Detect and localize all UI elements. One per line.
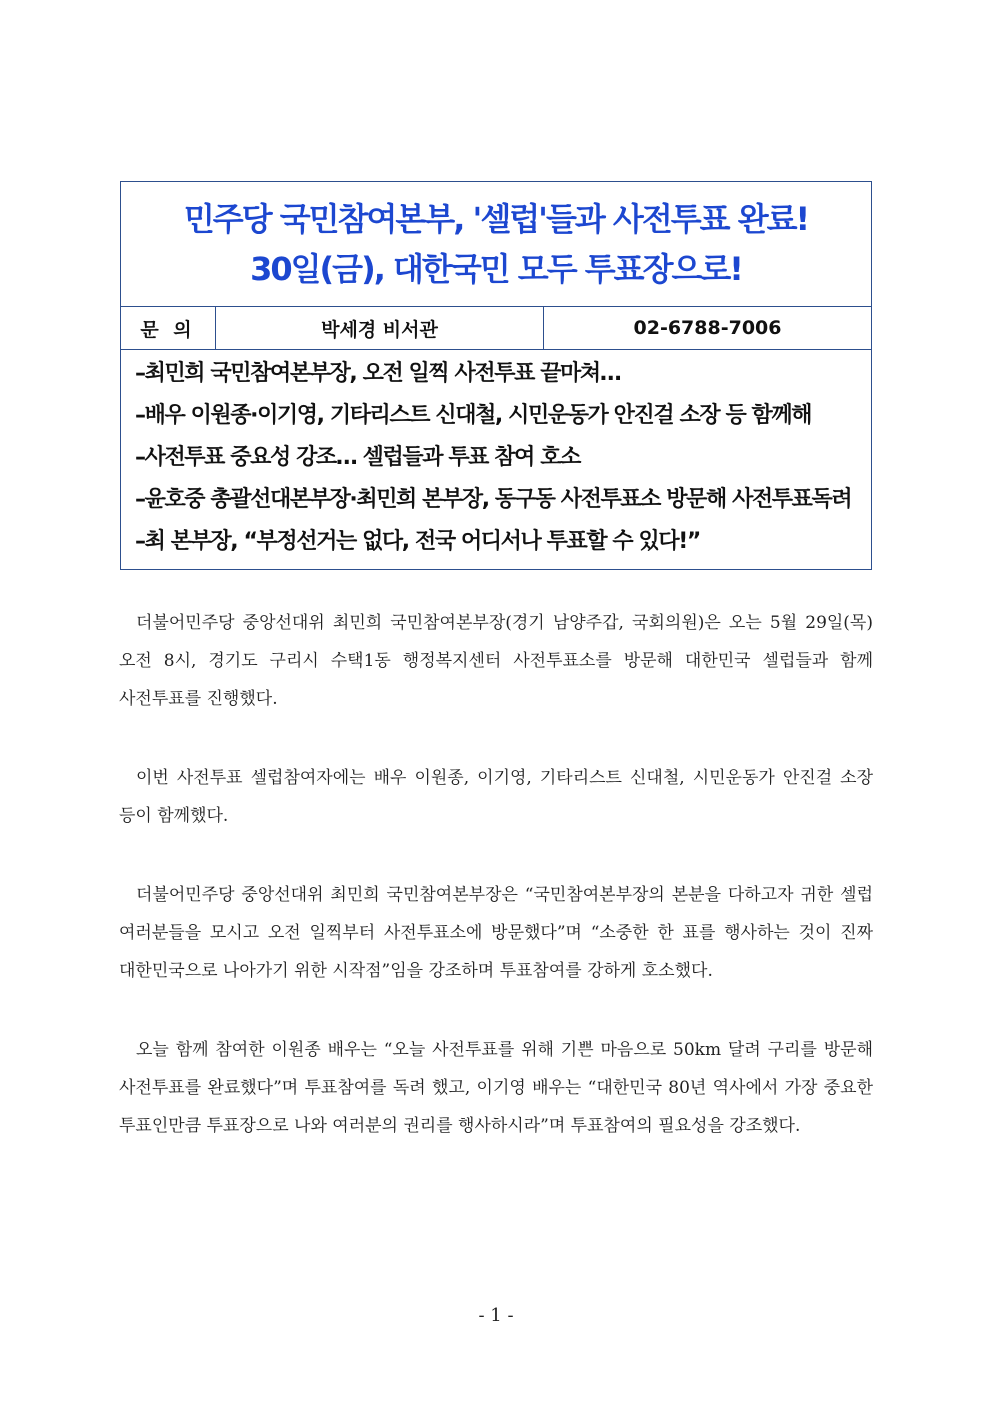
summary-bullet: –배우 이원종·이기영, 기타리스트 신대철, 시민운동가 안진걸 소장 등 함께해 xyxy=(135,403,812,428)
page-number: - 1 - xyxy=(478,1305,514,1326)
body-paragraph: 오늘 함께 참여한 이원종 배우는 “오늘 사전투표를 위해 기쁜 마음으로 50km 달려 구리를 방문해 사전투표를 완료했다”며 투표참여를 독려 했고, 이기영 배우는 “대한민국 80년 역사에서 가장 중요한 투표인만큼 투표장으로 나와 여러분의 권리를 행사하시라”며 투표참여의 필요성을 강조했다. xyxy=(119,1040,873,1136)
body-paragraph: 이번 사전투표 셀럽참여자에는 배우 이원종, 이기영, 기타리스트 신대철, 시민운동가 안진걸 소장 등이 함께했다. xyxy=(119,768,873,826)
headline-line-1: 민주당 국민참여본부, '셀럽'들과 사전투표 완료! xyxy=(183,200,809,238)
headline-block xyxy=(121,182,871,307)
summary-bullets xyxy=(121,350,871,569)
body-paragraph: 더불어민주당 중앙선대위 최민희 국민참여본부장은 “국민참여본부장의 본분을 다하고자 귀한 셀럽 여러분들을 모시고 오전 일찍부터 사전투표소에 방문했다”며 “소중한 한 표를 행사하는 것이 진짜 대한민국으로 나아가기 위한 시작점”임을 강조하며 투표참여를 강하게 호소했다. xyxy=(119,885,873,981)
body-paragraph: 더불어민주당 중앙선대위 최민희 국민참여본부장(경기 남양주갑, 국회의원)은 오는 5월 29일(목) 오전 8시, 경기도 구리시 수택1동 행정복지센터 사전투표소를 방문해 대한민국 셀럽들과 함께 사전투표를 진행했다. xyxy=(119,613,873,709)
summary-bullet: –사전투표 중요성 강조… 셀럽들과 투표 참여 호소 xyxy=(135,445,580,470)
press-release-header xyxy=(120,181,872,570)
summary-bullet: –최 본부장, “부정선거는 없다, 전국 어디서나 투표할 수 있다!” xyxy=(135,529,700,554)
headline-line-2: 30일(금), 대한국민 모두 투표장으로! xyxy=(250,250,742,288)
contact-name: 박세경 비서관 xyxy=(216,307,544,349)
contact-phone: 02-6788-7006 xyxy=(633,317,782,339)
contact-label: 문 의 xyxy=(121,307,216,349)
contact-row xyxy=(121,307,871,350)
summary-bullet: –최민희 국민참여본부장, 오전 일찍 사전투표 끝마쳐… xyxy=(135,361,621,386)
article-body xyxy=(119,604,873,1186)
summary-bullet: –윤호중 총괄선대본부장·최민희 본부장, 동구동 사전투표소 방문해 사전투표독려 xyxy=(135,487,852,512)
